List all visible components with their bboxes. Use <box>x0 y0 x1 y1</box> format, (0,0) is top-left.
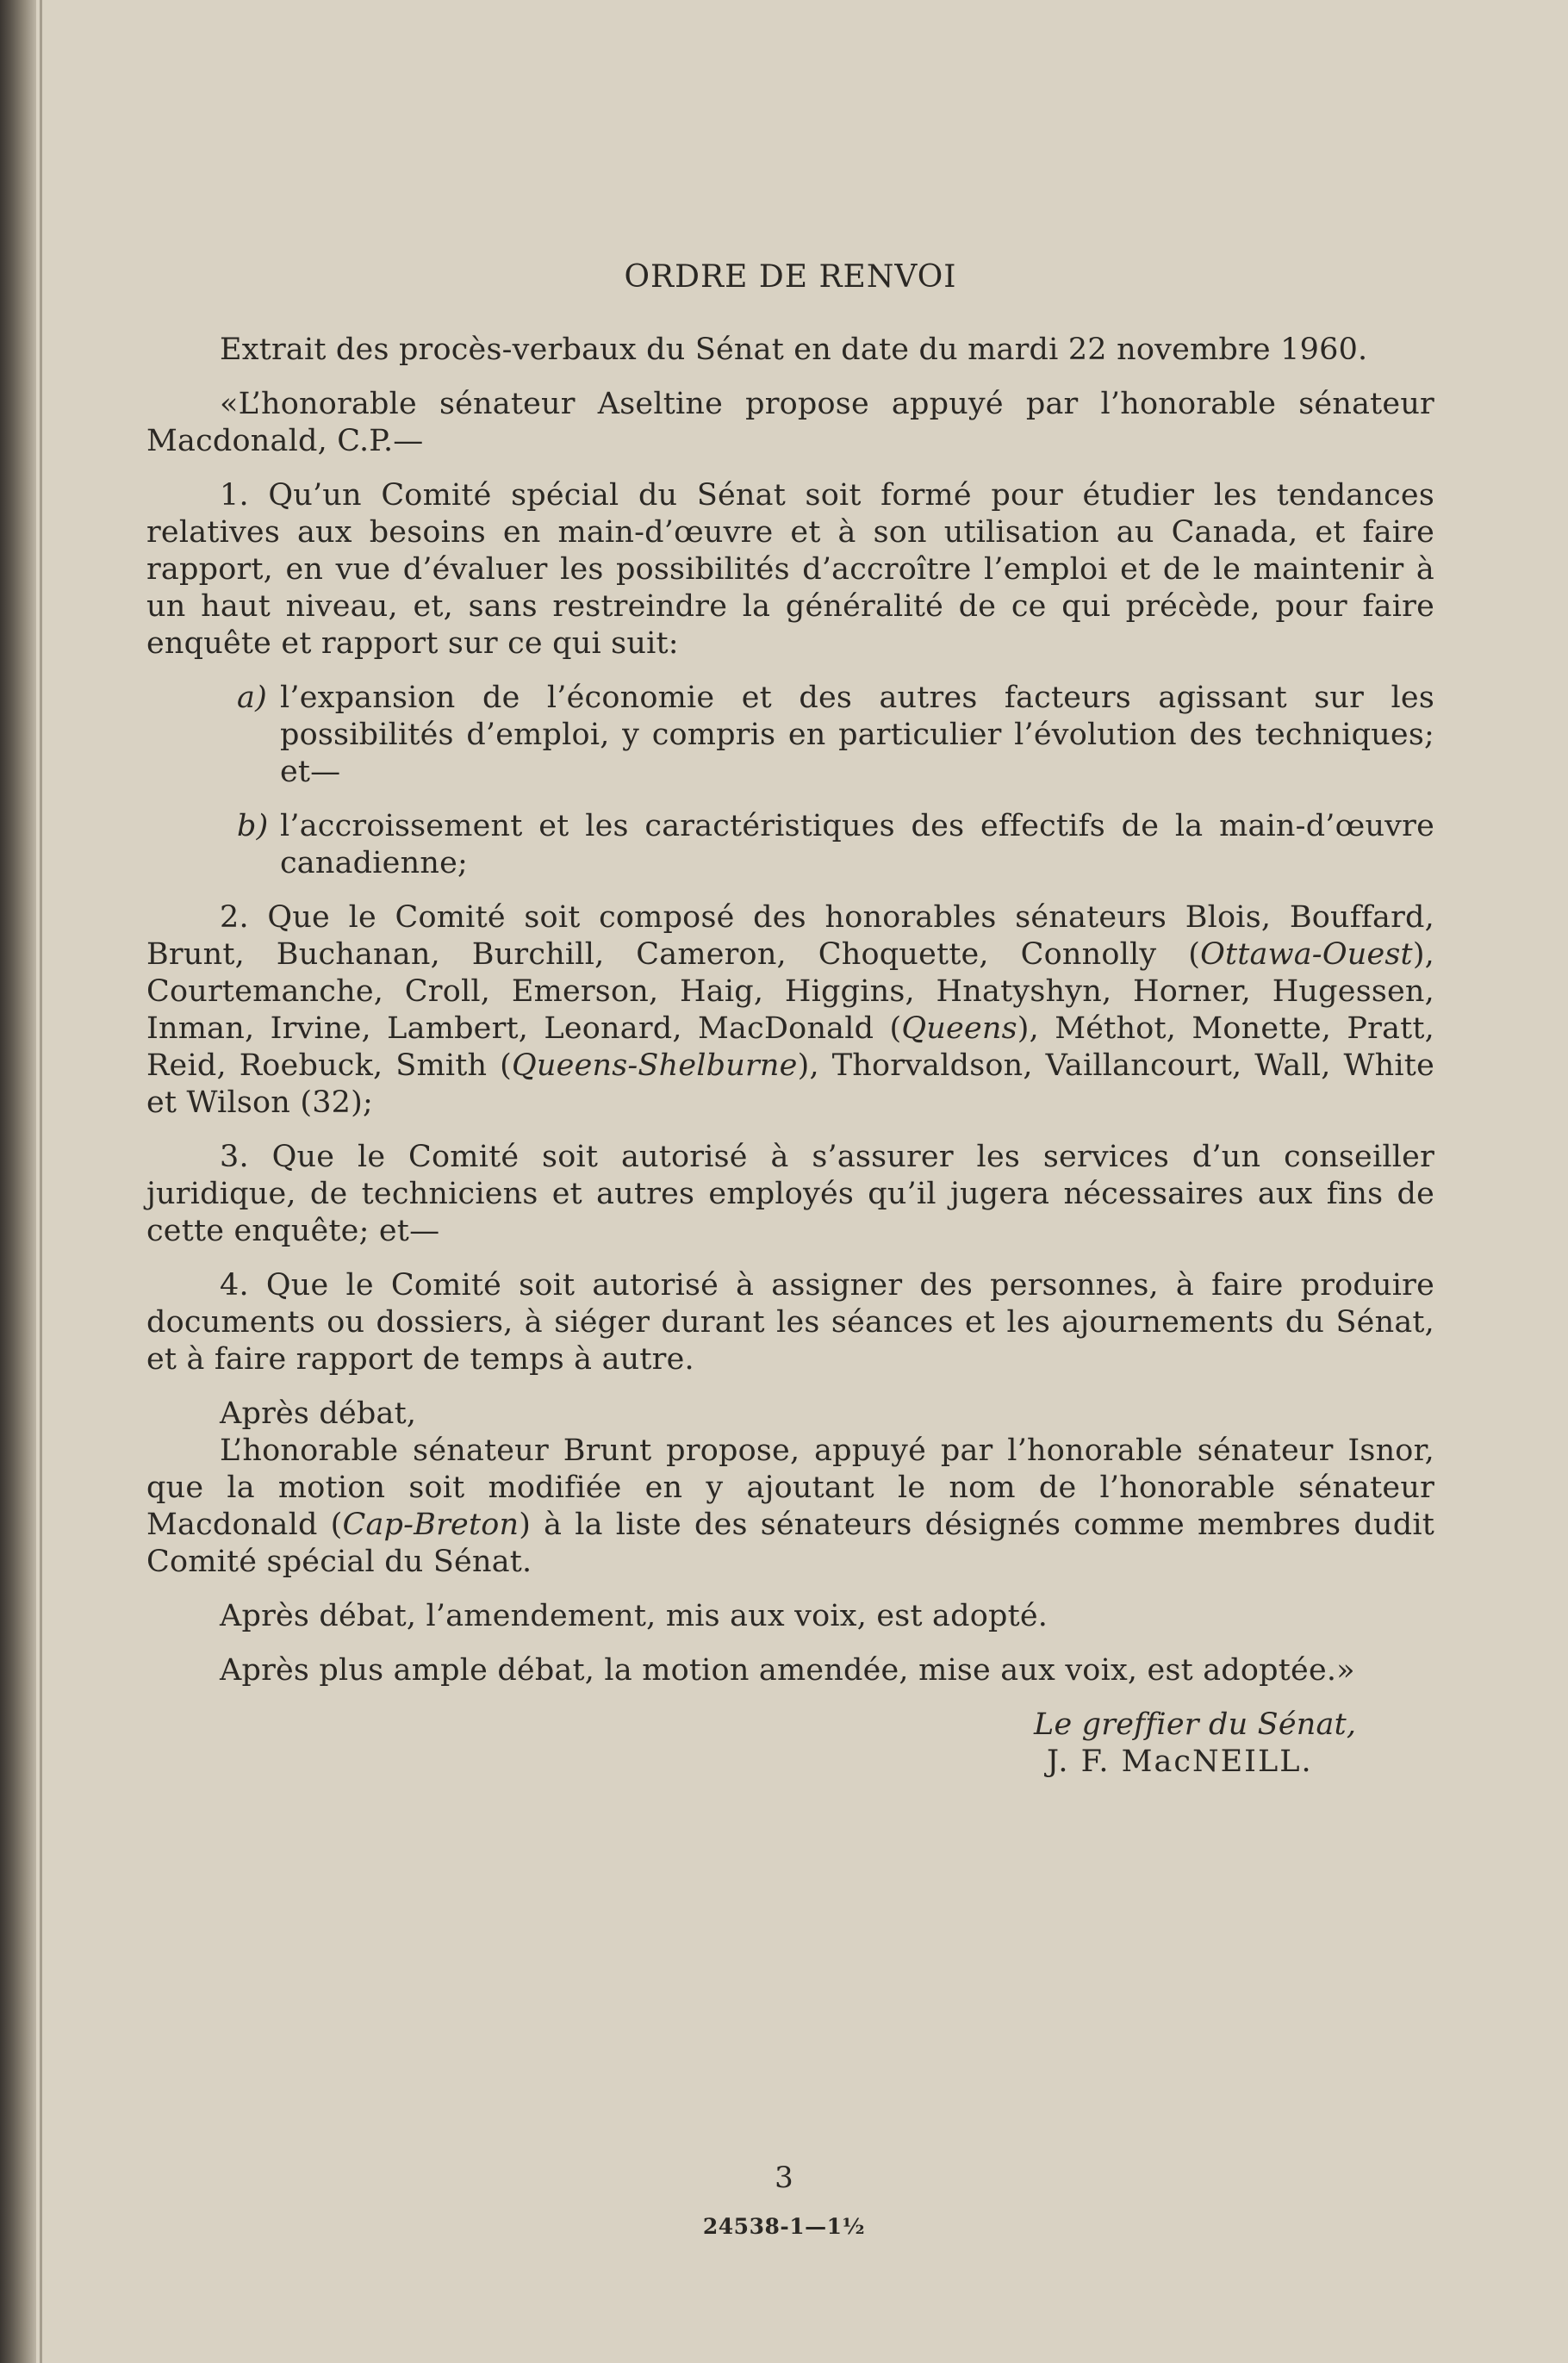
signature-title: Le greffier du Sénat, <box>1034 1707 1357 1742</box>
point-2-italic-shelburne: Queens-Shelburne <box>512 1048 798 1083</box>
point-2-italic-queens: Queens <box>901 1011 1017 1046</box>
signature-block <box>1034 1707 1434 1781</box>
point-2-part-c: ), Méthot, Monette, Pratt, Reid, Roebuck, Smith ( <box>146 1011 1434 1083</box>
motion-intro: «L’honorable sénateur Aseltine propose appuyé par l’honorable sénateur Macdonald, C.P.— <box>146 387 1434 458</box>
point-2 <box>146 899 1434 1122</box>
item-b-letter: b) <box>237 809 269 843</box>
point-2-part-b: ), Courtemanche, Croll, Emerson, Haig, Higgins, Hnatyshyn, Horner, Hugessen, Inman, Irvine, Lambert, Leonard, MacDonald ( <box>146 937 1434 1046</box>
extract-line: Extrait des procès-verbaux du Sénat en date du mardi 22 novembre 1960. <box>220 333 1368 367</box>
point-1: 1. Qu’un Comité spécial du Sénat soit formé pour étudier les tendances relatives aux besoins en main-d’œuvre et à son utilisation au Canada, et faire rapport, en vue d’évaluer les possibilités d’accroître l’emploi et de le maintenir à un haut niveau, et, sans restreindre la généralité de ce qui précède, pour faire enquête et rapport sur ce qui suit: <box>146 478 1434 661</box>
document-body <box>146 258 1434 1781</box>
point-3: 3. Que le Comité soit autorisé à s’assurer les services d’un conseiller juridique, de techniciens et autres employés qu’il jugera nécessaires aux fins de cette enquête; et— <box>146 1140 1434 1248</box>
point-4: 4. Que le Comité soit autorisé à assigner des personnes, à faire produire documents ou dossiers, à siéger durant les séances et les ajournements du Sénat, et à faire rapport de temps à autre. <box>146 1268 1434 1377</box>
debate-line-3: Après plus ample débat, la motion amendée, mise aux voix, est adoptée.» <box>220 1653 1355 1688</box>
debate-line-2: Après débat, l’amendement, mis aux voix, est adopté. <box>220 1599 1048 1633</box>
debate-line-1: Après débat, <box>220 1396 417 1431</box>
item-b <box>146 808 1434 882</box>
page-number: 3 <box>775 2161 793 2195</box>
page-edge-line <box>40 0 42 2363</box>
item-a-letter: a) <box>237 681 267 715</box>
book-spine-shadow <box>0 0 36 2363</box>
document-title: ORDRE DE RENVOI <box>624 259 957 295</box>
item-a-text: l’expansion de l’économie et des autres facteurs agissant sur les possibilités d’emploi, y compris en particulier l’évolution des techniques; et— <box>280 681 1434 789</box>
brunt-amendment <box>146 1433 1434 1581</box>
brunt-italic-cap-breton: Cap-Breton <box>342 1508 520 1542</box>
item-a <box>146 680 1434 791</box>
point-2-italic-ottawa: Ottawa-Ouest <box>1200 937 1413 972</box>
signature-name: J. F. MacNEILL. <box>1047 1744 1313 1779</box>
print-code: 24538-1—1½ <box>702 2214 866 2239</box>
brunt-part-a: L’honorable sénateur Brunt propose, appuyé par l’honorable sénateur Isnor, que la motion soit modifiée en y ajoutant le nom de l’honorable sénateur Macdonald ( <box>146 1433 1434 1542</box>
item-b-text: l’accroissement et les caractéristiques des effectifs de la main-d’œuvre canadienne; <box>280 809 1434 880</box>
point-2-part-a: 2. Que le Comité soit composé des honorables sénateurs Blois, Bouffard, Brunt, Buchanan, Burchill, Cameron, Choquette, Connolly ( <box>146 900 1434 972</box>
brunt-part-b: ) à la liste des sénateurs désignés comme membres dudit Comité spécial du Sénat. <box>146 1508 1434 1579</box>
point-2-part-d: ), Thorvaldson, Vaillancourt, Wall, White et Wilson (32); <box>146 1048 1434 1120</box>
